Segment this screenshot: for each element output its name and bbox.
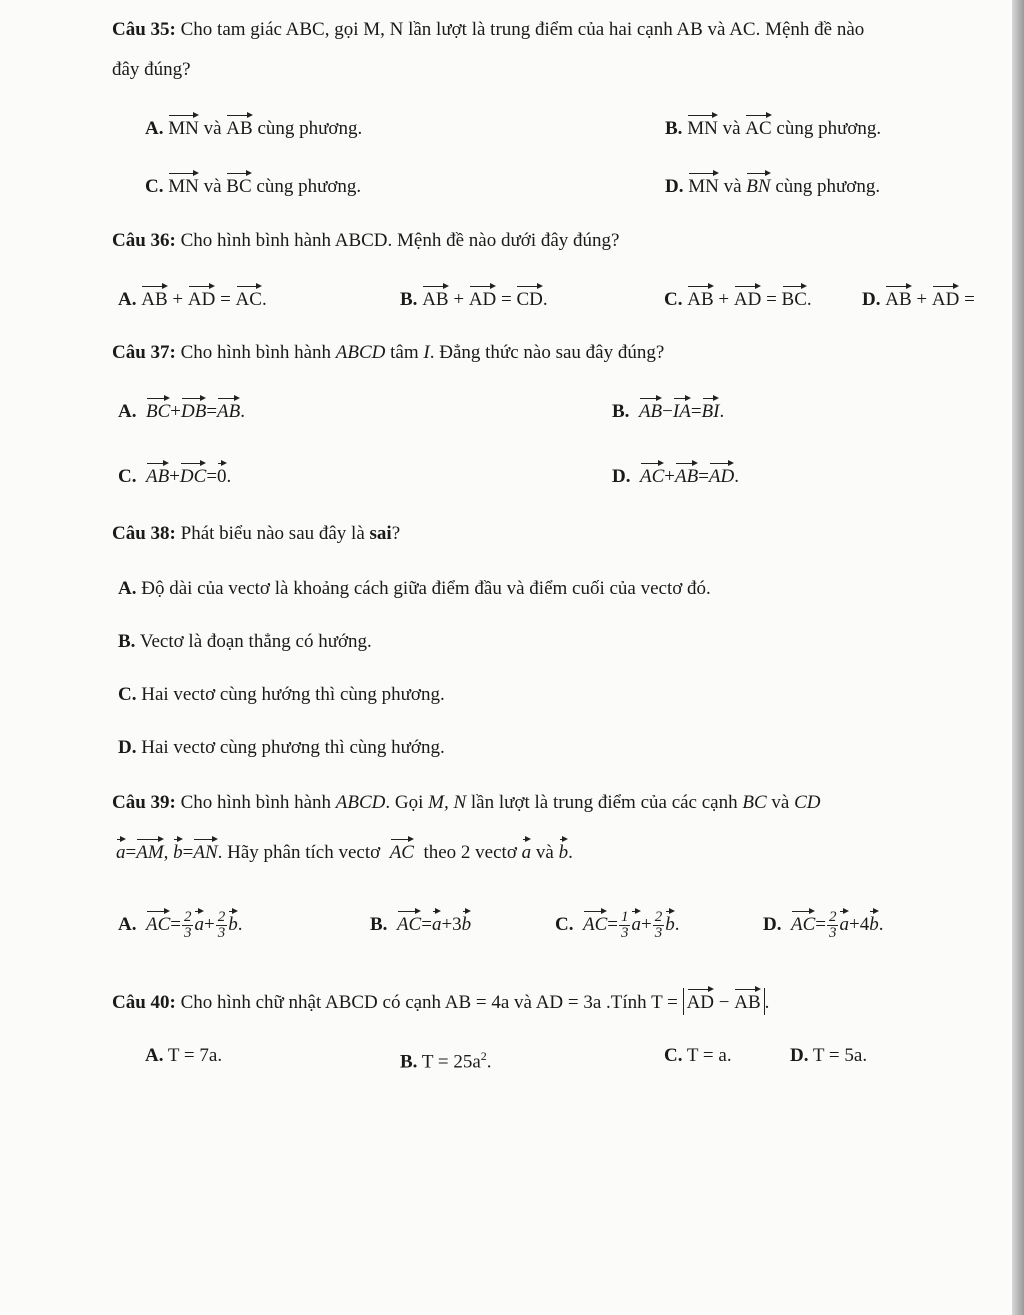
option-text: và	[203, 118, 222, 139]
operator: +	[169, 466, 180, 487]
vector: AD	[734, 285, 761, 309]
operator: =	[690, 401, 702, 422]
q36-option-d	[862, 285, 975, 312]
option-letter: A.	[118, 578, 137, 599]
operator: +	[718, 289, 730, 310]
vector: AC	[390, 838, 414, 862]
vector: a	[839, 910, 849, 934]
operator: +	[664, 466, 675, 487]
fraction	[216, 910, 228, 941]
stem-text: Phát biểu nào sau đây là	[180, 523, 365, 544]
vector: AB	[885, 285, 911, 309]
stem-text: I	[423, 342, 430, 363]
option-letter: B.	[665, 118, 683, 139]
vector: DB	[181, 397, 206, 421]
option-letter: C.	[118, 466, 137, 487]
option-text: và	[203, 176, 222, 197]
option-text: cùng phương.	[257, 118, 363, 139]
q39-option-a	[118, 910, 242, 941]
punctuation: .	[226, 466, 232, 487]
denominator: 3	[620, 925, 629, 942]
operator: +	[640, 914, 652, 935]
numerator: 2	[828, 909, 837, 926]
operator: =	[607, 914, 618, 935]
stem-text: Cho hình bình hành	[180, 792, 332, 813]
option-letter: C.	[664, 1045, 683, 1066]
vector: b	[665, 910, 675, 934]
q39-option-b	[370, 910, 471, 937]
stem-text: CD	[794, 792, 821, 813]
fraction	[182, 910, 194, 941]
vector: AD	[932, 285, 959, 309]
vector: b	[228, 910, 238, 934]
denominator: 3	[217, 925, 226, 942]
option-text: T = 25a	[421, 1051, 481, 1073]
option-text: T = 5a.	[812, 1045, 868, 1066]
q37-option-b	[612, 397, 724, 424]
vector: AB	[217, 397, 240, 421]
option-letter: A.	[118, 914, 137, 935]
option-letter: B.	[400, 289, 418, 310]
operator: =	[766, 289, 777, 310]
punctuation: .	[568, 842, 573, 863]
operator: =	[170, 914, 181, 935]
operator: =	[206, 466, 218, 487]
option-text: Vectơ là đoạn thẳng có hướng.	[139, 631, 372, 652]
q36-label: Câu 36:	[112, 230, 176, 251]
operator: =	[206, 401, 218, 422]
option-letter: D.	[665, 176, 684, 197]
option-text: Hai vectơ cùng hướng thì cùng phương.	[141, 684, 445, 705]
option-letter: A.	[118, 401, 137, 422]
q35-option-d	[665, 172, 880, 199]
vector: AC	[583, 910, 607, 934]
vector: DC	[180, 462, 206, 486]
punctuation: ,	[163, 842, 169, 863]
q38-option-c	[118, 683, 445, 707]
stem-text: . Đẳng thức nào sau đây đúng?	[429, 342, 665, 363]
q35-stem	[112, 18, 864, 42]
operator: =	[182, 842, 194, 863]
option-letter: C.	[664, 289, 683, 310]
punctuation: .	[719, 401, 725, 422]
option-letter: B.	[370, 914, 388, 935]
q39-option-c	[555, 910, 679, 941]
q35-option-c	[145, 172, 361, 199]
vector: MN	[168, 114, 199, 138]
vector: AM	[136, 838, 163, 862]
option-letter: C.	[118, 684, 137, 705]
option-text: cùng phương.	[776, 118, 882, 139]
operator: +	[172, 289, 184, 310]
page-edge-shadow	[1012, 0, 1024, 1315]
option-text: T = a.	[686, 1045, 732, 1066]
q37-label: Câu 37:	[112, 342, 176, 363]
q39-option-d	[763, 910, 883, 941]
operator: =	[125, 842, 137, 863]
stem-text: BC	[742, 792, 767, 813]
vector: a	[631, 910, 641, 934]
vector: AC	[146, 910, 170, 934]
option-letter: B.	[400, 1051, 418, 1073]
punctuation: .	[240, 401, 245, 422]
stem-text: ABCD	[335, 342, 386, 363]
vector: AD	[687, 988, 714, 1012]
option-letter: D.	[862, 289, 881, 310]
denominator: 3	[654, 925, 663, 942]
punctuation: .	[806, 289, 812, 310]
q40-label: Câu 40:	[112, 992, 176, 1013]
q35-stem-2: đây đúng?	[112, 59, 191, 80]
vector: AB	[639, 397, 662, 421]
vector: BI	[702, 397, 720, 421]
stem-text: và	[771, 792, 790, 813]
exponent: 2	[480, 1049, 487, 1063]
punctuation: .	[542, 289, 548, 310]
vector: MN	[168, 172, 199, 196]
operator: +	[203, 914, 215, 935]
q37-stem	[112, 341, 664, 365]
punctuation: .	[674, 914, 680, 935]
q35-option-a	[145, 114, 362, 141]
operator: −	[718, 992, 730, 1013]
q35-text-1: Cho tam giác ABC, gọi M, N lần lượt là trung điểm của hai cạnh AB và AC. Mệnh đề nào	[180, 19, 865, 40]
denominator: 3	[183, 925, 192, 942]
stem-text: lần lượt là trung điểm của các cạnh	[470, 792, 738, 813]
stem-text: theo 2 vectơ	[423, 842, 517, 863]
vector: AD	[188, 285, 215, 309]
option-letter: D.	[612, 466, 631, 487]
vector: AC	[236, 285, 262, 309]
vector: BC	[226, 172, 251, 196]
vector: MN	[687, 114, 718, 138]
q35-option-b	[665, 114, 881, 141]
option-text: Độ dài của vectơ là khoảng cách giữa điểm đầu và điểm cuối của vectơ đó.	[141, 578, 711, 599]
option-letter: B.	[612, 401, 630, 422]
q37-option-c	[118, 462, 231, 489]
vector: BN	[746, 172, 770, 196]
numerator: 1	[620, 909, 629, 926]
q37-option-d	[612, 462, 739, 489]
q36-option-b	[400, 285, 548, 312]
vector: AB	[687, 285, 713, 309]
option-letter: C.	[555, 914, 574, 935]
q36-text: Cho hình bình hành ABCD. Mệnh đề nào dưới đây đúng?	[180, 230, 620, 251]
stem-text: và	[535, 842, 554, 863]
vector: AD	[709, 462, 734, 486]
vector: a	[116, 838, 126, 862]
option-letter: A.	[145, 1045, 164, 1066]
option-letter: A.	[145, 118, 164, 139]
stem-text: M, N	[428, 792, 467, 813]
fraction	[653, 910, 665, 941]
option-letter: B.	[118, 631, 136, 652]
q39-label: Câu 39:	[112, 792, 176, 813]
option-text: cùng phương.	[256, 176, 362, 197]
punctuation: ?	[391, 523, 401, 544]
punctuation: .	[486, 1051, 492, 1073]
operator: =	[501, 289, 512, 310]
q36-stem	[112, 229, 619, 253]
operator: =	[815, 914, 826, 935]
numerator: 2	[183, 909, 192, 926]
vector: AD	[469, 285, 496, 309]
vector: MN	[688, 172, 719, 196]
punctuation: .	[261, 289, 267, 310]
vector: a	[522, 838, 532, 862]
vector: AB	[146, 462, 169, 486]
operator: +	[916, 289, 928, 310]
operator: −	[662, 401, 673, 422]
stem-text: tâm	[390, 342, 419, 363]
vector: AC	[640, 462, 664, 486]
vector: b	[869, 910, 879, 934]
vector: BC	[782, 285, 807, 309]
vector: a	[432, 910, 442, 934]
q39-stem-2	[116, 838, 573, 865]
q40-stem	[112, 988, 769, 1015]
vector: AB	[141, 285, 167, 309]
option-text: Hai vectơ cùng phương thì cùng hướng.	[141, 737, 445, 758]
option-letter: A.	[118, 289, 137, 310]
stem-text: ABCD	[335, 792, 386, 813]
q35-label: Câu 35:	[112, 19, 176, 40]
q38-option-d	[118, 736, 445, 760]
q37-option-a	[118, 397, 245, 424]
stem-text: . Hãy phân tích vectơ	[217, 842, 381, 863]
denominator: 3	[828, 925, 837, 942]
option-text: và	[722, 118, 741, 139]
q40-option-c	[664, 1044, 732, 1068]
vector: b	[173, 838, 183, 862]
option-letter: D.	[790, 1045, 809, 1066]
vector: AB	[422, 285, 448, 309]
option-letter: D.	[763, 914, 782, 935]
q38-option-b	[118, 630, 372, 654]
option-text: T = 7a.	[167, 1045, 223, 1066]
vector: AB	[675, 462, 698, 486]
option-letter: D.	[118, 737, 137, 758]
operator: =	[421, 914, 432, 935]
operator: +3	[441, 914, 462, 935]
q38-label: Câu 38:	[112, 523, 176, 544]
q40-option-d	[790, 1044, 867, 1068]
operator: +	[453, 289, 465, 310]
punctuation: .	[237, 914, 243, 935]
operator: =	[964, 289, 975, 310]
vector: AB	[734, 988, 760, 1012]
operator: =	[220, 289, 231, 310]
vector: AB	[226, 114, 252, 138]
option-text: cùng phương.	[775, 176, 881, 197]
vector: IA	[673, 397, 691, 421]
q40-option-a	[145, 1044, 222, 1068]
fraction	[619, 910, 631, 941]
vector: AC	[791, 910, 815, 934]
fraction	[827, 910, 839, 941]
option-letter: C.	[145, 176, 164, 197]
stem-text: . Gọi	[385, 792, 424, 813]
vector: AN	[193, 838, 217, 862]
vector: AC	[397, 910, 421, 934]
vector: b	[559, 838, 569, 862]
vector: BC	[146, 397, 170, 421]
stem-text: Cho hình chữ nhật ABCD có cạnh AB = 4a và AD = 3a .Tính T =	[180, 992, 678, 1013]
operator: +	[170, 401, 181, 422]
vector: AC	[745, 114, 771, 138]
option-text: và	[723, 176, 742, 197]
operator: +4	[848, 914, 870, 935]
q38-stem	[112, 522, 400, 546]
stem-text: Cho hình bình hành	[180, 342, 332, 363]
numerator: 2	[217, 909, 226, 926]
punctuation: .	[734, 466, 739, 487]
vector: CD	[516, 285, 542, 309]
absolute-value	[683, 988, 765, 1015]
stem-emphasis: sai	[369, 523, 392, 544]
q40-option-b	[400, 1044, 492, 1074]
vector: b	[462, 910, 472, 934]
q36-option-c	[664, 285, 812, 312]
vector: a	[194, 910, 204, 934]
q36-option-a	[118, 285, 267, 312]
q38-option-a	[118, 577, 711, 601]
punctuation: .	[764, 992, 770, 1013]
operator: =	[698, 466, 709, 487]
q39-stem	[112, 791, 821, 815]
numerator: 2	[654, 909, 663, 926]
zero-vector: 0	[217, 462, 227, 486]
punctuation: .	[878, 914, 884, 935]
